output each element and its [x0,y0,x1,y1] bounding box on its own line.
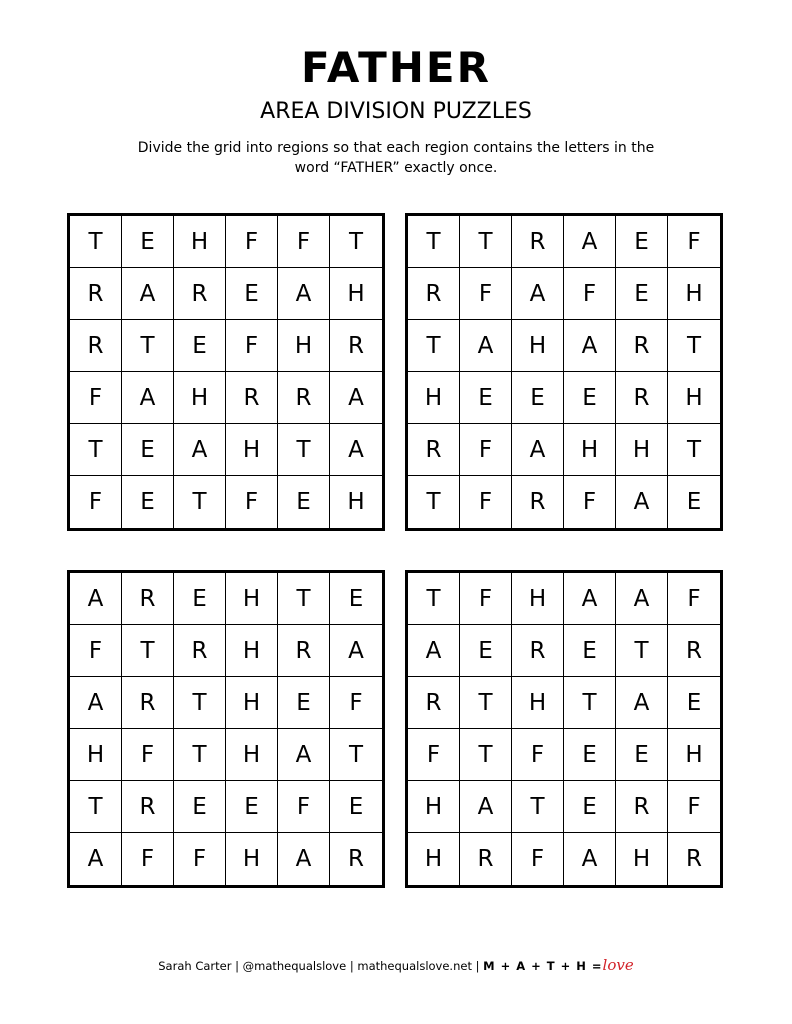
grid-cell: E [460,372,512,424]
grid-cell: T [278,573,330,625]
grid-cell: T [408,573,460,625]
footer-separator: | [349,959,354,973]
grid-cell: F [278,781,330,833]
grid-cell: T [174,677,226,729]
grid-cell: A [278,833,330,885]
grid-cell: H [174,216,226,268]
grid-cell: T [70,781,122,833]
grid-cell: F [512,833,564,885]
footer-author: Sarah Carter [158,959,232,973]
grid-cell: E [278,476,330,528]
grid-cell: T [122,320,174,372]
grid-cell: R [122,781,174,833]
grid-cell: E [668,677,720,729]
grid-cell: R [616,320,668,372]
grid-cell: F [122,833,174,885]
brand-love-text: love [602,956,634,974]
grid-cell: T [460,729,512,781]
grid-cell: R [226,372,278,424]
grid-cell: F [668,573,720,625]
grid-cell: H [330,268,382,320]
grid-cell: F [226,476,278,528]
grid-cell: R [348,846,364,872]
grid-cell: E [330,781,382,833]
puzzle-grid-3 [67,570,385,888]
grid-cell: H [174,372,226,424]
grid-cell: A [70,677,122,729]
grid-cell: F [460,573,512,625]
grid-cell: T [564,677,616,729]
footer-website: mathequalslove.net [357,959,472,973]
grid-cell: H [668,372,720,424]
grid-cell: F [226,320,278,372]
grid-cell: F [70,476,122,528]
grid-cell: F [70,372,122,424]
grid-cell: R [512,625,564,677]
grid-cell: E [226,781,278,833]
grid-cell: A [278,729,330,781]
grid-cell: H [226,625,278,677]
puzzle-grid-4 [405,570,723,888]
grid-cell: R [686,846,702,872]
grid-cell: H [278,320,330,372]
grid-cell: F [460,268,512,320]
grid-cell: R [330,320,382,372]
grid-cell: R [408,424,460,476]
grid-cell: E [686,489,702,515]
grid-cell: R [668,625,720,677]
grid-cell: F [668,216,720,268]
grid-cell: A [174,424,226,476]
grid-cell: H [226,729,278,781]
footer [0,955,792,976]
grid-cell: T [278,424,330,476]
grid-cell: F [408,729,460,781]
grid-cell: H [226,424,278,476]
grid-cell: R [70,320,122,372]
grid-cell: E [512,372,564,424]
grid-cell: A [460,781,512,833]
grid-cell: H [408,372,460,424]
grid-cell: F [174,833,226,885]
grid-cell: T [460,677,512,729]
grid-cell: H [70,729,122,781]
grid-cell: F [70,625,122,677]
grid-cell: E [174,781,226,833]
grid-cell: A [460,320,512,372]
grid-cell: H [512,320,564,372]
grid-cell: R [408,268,460,320]
grid-cell: A [70,833,122,885]
grid-cell: H [512,573,564,625]
grid-cell: T [408,320,460,372]
grid-cell: F [122,729,174,781]
grid-cell: A [408,625,460,677]
grid-cell: E [226,268,278,320]
grid-cell: H [512,677,564,729]
grid-cell: R [512,476,564,528]
grid-cell: T [512,781,564,833]
grid-cell: T [408,476,460,528]
grid-cell: A [616,573,668,625]
puzzle-grid-2 [405,213,723,531]
grid-cell: E [564,729,616,781]
grid-cell: E [174,320,226,372]
grid-cell: H [408,781,460,833]
page-subtitle: AREA DIVISION PUZZLES [260,99,532,124]
grid-cell: R [278,372,330,424]
grid-cell: T [122,625,174,677]
grid-cell: T [330,216,382,268]
grid-cell: T [174,729,226,781]
grid-cell: R [278,625,330,677]
page-title: FATHER [301,43,491,92]
grid-cell: F [460,476,512,528]
grid-cell: H [616,424,668,476]
grid-cell: E [174,573,226,625]
grid-cell: T [174,476,226,528]
instructions: Divide the grid into regions so that each region contains the letters in the word “FATHER” exactly once. [137,140,655,176]
grid-cell: R [408,677,460,729]
grid-cell: A [70,573,122,625]
grid-cell: R [616,781,668,833]
footer-separator: | [475,959,480,973]
grid-cell: T [668,424,720,476]
grid-cell: F [668,781,720,833]
grid-cell: H [226,677,278,729]
grid-cell: A [564,573,616,625]
grid-cell: A [330,424,382,476]
grid-cell: R [174,625,226,677]
grid-cell: F [226,216,278,268]
grid-cell: T [70,424,122,476]
grid-cell: H [226,573,278,625]
grid-cell: H [564,424,616,476]
grid-cell: A [330,372,382,424]
grid-cell: F [564,476,616,528]
footer-separator: | [235,959,239,973]
grid-cell: E [460,625,512,677]
puzzle-grid-1 [67,213,385,531]
grid-cell: E [122,476,174,528]
grid-cell: R [70,268,122,320]
grid-cell: H [668,268,720,320]
grid-cell: A [512,268,564,320]
grid-cell: H [668,729,720,781]
grid-cell: A [278,268,330,320]
grid-cell: E [616,268,668,320]
grid-cell: E [616,216,668,268]
brand-logo-text: M + A + T + H = [483,959,603,973]
grid-cell: T [408,216,460,268]
grid-cell: R [174,268,226,320]
grid-cell: H [347,489,365,515]
grid-cell: E [564,372,616,424]
grid-cell: E [122,424,174,476]
grid-cell: H [226,833,278,885]
grid-cell: A [122,268,174,320]
grid-cell: A [512,424,564,476]
grid-cell: A [330,625,382,677]
grid-cell: A [122,372,174,424]
grid-cell: A [564,320,616,372]
grid-cell: E [564,781,616,833]
grid-cell: T [616,625,668,677]
grid-cell: E [616,729,668,781]
grid-cell: A [564,216,616,268]
grid-cell: A [564,833,616,885]
grid-cell: A [616,476,668,528]
grid-cell: T [330,729,382,781]
grid-cell: H [408,833,460,885]
grid-cell: R [122,573,174,625]
grid-cell: R [512,216,564,268]
grid-cell: F [564,268,616,320]
grid-cell: R [616,372,668,424]
grid-cell: T [460,216,512,268]
grid-cell: T [668,320,720,372]
grid-cell: F [460,424,512,476]
grid-cell: H [616,833,668,885]
grid-cell: E [122,216,174,268]
grid-cell: T [70,216,122,268]
grid-cell: E [564,625,616,677]
grid-cell: F [330,677,382,729]
grid-cell: E [278,677,330,729]
grid-cell: F [512,729,564,781]
footer-handle: @mathequalslove [242,959,347,973]
grid-cell: F [278,216,330,268]
grid-cell: R [122,677,174,729]
grid-cell: A [616,677,668,729]
grid-cell: E [330,573,382,625]
grid-cell: R [460,833,512,885]
